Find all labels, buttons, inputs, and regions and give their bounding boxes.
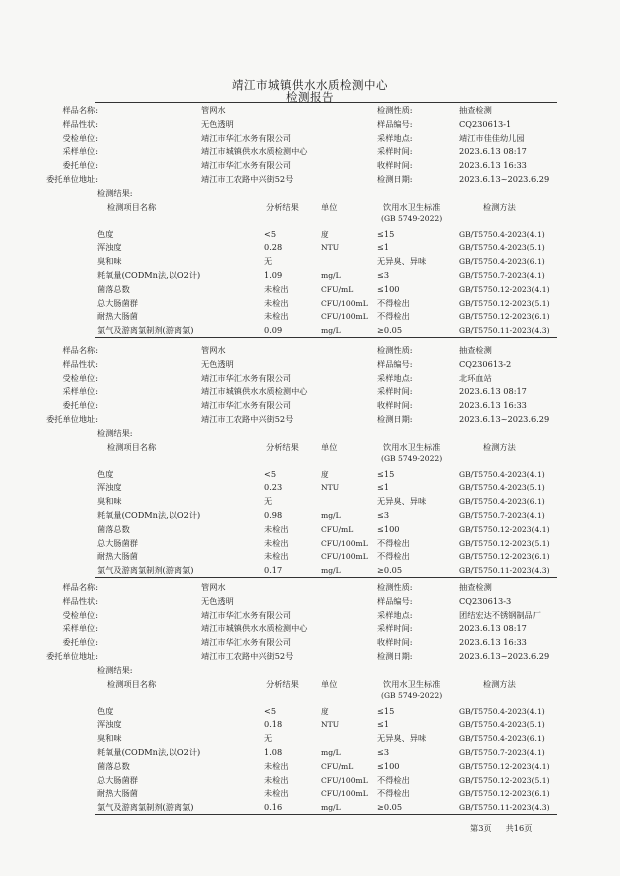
col-header-standard-code: (GB 5749-2022) [381, 213, 443, 223]
table-row [0, 564, 620, 577]
info-value: 抽查检测 [459, 345, 492, 355]
info-row [0, 622, 620, 635]
info-value: 2023.6.13 08:17 [459, 623, 527, 634]
col-header-method: 检测方法 [483, 201, 516, 212]
table-row [0, 774, 620, 787]
info-value: 靖江市华汇水务有限公司 [201, 609, 292, 620]
info-value: 抽查检测 [459, 105, 492, 115]
item-unit: NTU [321, 243, 340, 253]
info-label: 采样时间: [377, 146, 413, 157]
table-row [0, 297, 620, 310]
item-standard: 无异臭、异味 [377, 496, 427, 507]
item-name: 臭和味 [97, 256, 122, 267]
results-label: 检测结果: [97, 427, 133, 438]
info-label: 检测性质: [377, 345, 413, 355]
item-unit: CFU/100mL [321, 775, 368, 785]
item-standard: 无异臭、异味 [377, 733, 427, 744]
info-label: 采样地点: [377, 372, 413, 383]
item-unit: NTU [321, 720, 340, 730]
col-header-method: 检测方法 [483, 678, 516, 689]
info-value: 无色透明 [201, 358, 234, 369]
info-label: 检测日期: [377, 414, 413, 424]
info-value: 抽查检测 [459, 582, 492, 592]
results-label-row [0, 664, 620, 677]
table-row [0, 324, 620, 337]
item-name: 浑浊度 [97, 719, 122, 730]
item-standard: 不得检出 [377, 311, 410, 322]
item-name: 浑浊度 [97, 242, 122, 253]
item-standard: ≤3 [377, 270, 390, 280]
item-method: GB/T5750.12-2023(5.1) [459, 538, 550, 548]
item-standard: 不得检出 [377, 537, 410, 548]
info-value: 2023.6.13~2023.6.29 [459, 174, 550, 184]
item-name: 氯气及游离氯制剂(游离氯) [97, 565, 194, 576]
item-standard: ≤1 [377, 242, 390, 253]
info-label: 委托单位: [62, 400, 98, 411]
table-header-2 [0, 452, 620, 465]
item-unit: CFU/mL [321, 524, 354, 534]
info-row [0, 173, 620, 186]
item-name: 色度 [97, 468, 114, 479]
info-label: 采样时间: [377, 386, 413, 397]
item-standard: ≥0.05 [377, 802, 403, 813]
info-row [0, 581, 620, 594]
item-name: 氯气及游离氯制剂(游离氯) [97, 325, 194, 336]
info-value: 靖江市城镇供水水质检测中心 [201, 623, 308, 634]
item-standard: 不得检出 [377, 551, 410, 562]
item-name: 耗氧量(CODMn法,以O2计) [97, 270, 201, 280]
info-label: 样品编号: [377, 118, 413, 129]
col-header-item: 检测项目名称 [107, 441, 157, 452]
org-title: 靖江市城镇供水水质检测中心 [232, 78, 388, 92]
item-name: 臭和味 [97, 733, 122, 744]
col-header-standard: 饮用水卫生标准 [383, 201, 441, 212]
info-label: 样品性状: [62, 595, 98, 606]
item-method: GB/T5750.4-2023(4.1) [459, 229, 545, 239]
info-value: 靖江市工农路中兴街52号 [201, 414, 294, 424]
info-label: 采样时间: [377, 623, 413, 634]
info-label: 委托单位地址: [46, 174, 98, 184]
item-name: 总大肠菌群 [97, 537, 138, 548]
item-standard: 不得检出 [377, 774, 410, 785]
table-row [0, 732, 620, 745]
item-name: 耗氧量(CODMn法,以O2计) [97, 747, 201, 757]
item-name: 总大肠菌群 [97, 774, 138, 785]
item-method: GB/T5750.12-2023(6.1) [459, 789, 550, 799]
info-label: 委托单位地址: [46, 651, 98, 661]
item-result: 无 [264, 733, 273, 744]
col-header-standard-code: (GB 5749-2022) [381, 690, 443, 700]
info-label: 检测性质: [377, 582, 413, 592]
item-result: 0.98 [264, 510, 283, 520]
info-value: 靖江市华汇水务有限公司 [201, 372, 292, 383]
item-method: GB/T5750.12-2023(4.1) [459, 524, 550, 534]
info-value: 管网水 [201, 345, 226, 355]
item-method: GB/T5750.4-2023(5.1) [459, 720, 545, 730]
col-header-standard: 饮用水卫生标准 [383, 441, 441, 452]
info-value: 靖江市华汇水务有限公司 [201, 400, 292, 411]
item-result: 1.08 [264, 747, 283, 757]
item-result: <5 [264, 228, 277, 239]
item-method: GB/T5750.4-2023(6.1) [459, 734, 545, 744]
item-unit: CFU/100mL [321, 789, 368, 799]
item-method: GB/T5750.11-2023(4.3) [459, 803, 550, 813]
info-row [0, 344, 620, 357]
table-row [0, 718, 620, 731]
table-header-2 [0, 689, 620, 702]
item-method: GB/T5750.11-2023(4.3) [459, 326, 550, 336]
info-value: 靖江市华汇水务有限公司 [201, 637, 292, 648]
item-name: 耐热大肠菌 [97, 788, 138, 799]
results-label-row [0, 427, 620, 440]
info-value: 靖江市华汇水务有限公司 [201, 132, 292, 143]
info-value: 靖江市佳佳幼儿园 [459, 132, 525, 143]
item-method: GB/T5750.12-2023(4.1) [459, 284, 550, 294]
item-standard: ≤100 [377, 523, 400, 534]
table-row [0, 468, 620, 481]
top-rule [95, 102, 557, 103]
page-footer [470, 823, 546, 834]
item-method: GB/T5750.7-2023(4.1) [459, 511, 545, 520]
info-label: 样品编号: [377, 358, 413, 369]
info-row [0, 118, 620, 131]
table-row [0, 746, 620, 759]
item-method: GB/T5750.12-2023(6.1) [459, 312, 550, 322]
info-row [0, 132, 620, 145]
item-result: 0.09 [264, 325, 283, 336]
info-row [0, 413, 620, 426]
item-unit: mg/L [321, 566, 341, 576]
info-value: CQ230613-2 [459, 358, 512, 369]
info-value: 2023.6.13~2023.6.29 [459, 414, 550, 424]
info-label: 受检单位: [62, 372, 98, 383]
item-method: GB/T5750.7-2023(4.1) [459, 748, 545, 757]
info-row [0, 358, 620, 371]
table-row [0, 241, 620, 254]
item-method: GB/T5750.12-2023(4.1) [459, 761, 550, 771]
item-standard: ≥0.05 [377, 325, 403, 336]
info-label: 样品名称: [62, 345, 98, 355]
info-label: 检测日期: [377, 651, 413, 661]
item-standard: 无异臭、异味 [377, 256, 427, 267]
item-unit: NTU [321, 483, 340, 493]
table-row [0, 509, 620, 522]
table-row [0, 255, 620, 268]
info-label: 样品性状: [62, 118, 98, 129]
col-header-result: 分析结果 [266, 441, 299, 452]
item-result: 0.28 [264, 242, 283, 253]
info-label: 采样地点: [377, 609, 413, 620]
info-row [0, 595, 620, 608]
item-standard: ≤100 [377, 760, 400, 771]
item-name: 菌落总数 [97, 523, 130, 534]
item-standard: ≤3 [377, 747, 390, 757]
table-row [0, 705, 620, 718]
info-row [0, 159, 620, 172]
info-label: 收样时间: [377, 160, 413, 171]
item-result: <5 [264, 705, 277, 716]
item-name: 浑浊度 [97, 482, 122, 493]
col-header-result: 分析结果 [266, 678, 299, 689]
info-label: 受检单位: [62, 132, 98, 143]
item-unit: 度 [321, 229, 329, 239]
item-method: GB/T5750.4-2023(4.1) [459, 706, 545, 716]
table-header-2 [0, 212, 620, 225]
section-rule [95, 577, 557, 578]
item-method: GB/T5750.12-2023(5.1) [459, 775, 550, 785]
page-number: 第3页 [470, 823, 492, 833]
col-header-item: 检测项目名称 [107, 201, 157, 212]
table-row [0, 481, 620, 494]
info-label: 受检单位: [62, 609, 98, 620]
table-row [0, 537, 620, 550]
item-unit: CFU/100mL [321, 298, 368, 308]
item-unit: mg/L [321, 511, 341, 520]
item-result: 未检出 [264, 523, 289, 534]
info-label: 样品名称: [62, 582, 98, 592]
item-result: 无 [264, 256, 273, 267]
item-standard: ≤15 [377, 228, 395, 239]
info-value: 靖江市华汇水务有限公司 [201, 160, 292, 171]
info-label: 收样时间: [377, 400, 413, 411]
item-unit: 度 [321, 706, 329, 716]
info-label: 样品名称: [62, 105, 98, 115]
item-name: 臭和味 [97, 496, 122, 507]
info-row [0, 636, 620, 649]
info-value: 北环血站 [459, 372, 492, 383]
table-row [0, 495, 620, 508]
info-row [0, 385, 620, 398]
item-result: 0.23 [264, 482, 283, 493]
info-label: 样品性状: [62, 358, 98, 369]
item-standard: ≤3 [377, 510, 390, 520]
info-row [0, 399, 620, 412]
table-row [0, 801, 620, 814]
item-method: GB/T5750.7-2023(4.1) [459, 271, 545, 280]
table-row [0, 760, 620, 773]
item-result: 0.17 [264, 565, 283, 576]
item-standard: ≤1 [377, 482, 390, 493]
item-name: 色度 [97, 228, 114, 239]
info-label: 采样单位: [62, 623, 98, 634]
item-standard: 不得检出 [377, 297, 410, 308]
info-label: 检测性质: [377, 105, 413, 115]
info-value: 靖江市工农路中兴街52号 [201, 174, 294, 184]
report-title: 检测报告 [286, 90, 334, 104]
info-value: 2023.6.13 16:33 [459, 637, 527, 648]
item-standard: ≤15 [377, 468, 395, 479]
item-standard: ≥0.05 [377, 565, 403, 576]
item-result: 0.16 [264, 802, 283, 813]
item-result: <5 [264, 468, 277, 479]
info-value: CQ230613-3 [459, 595, 512, 606]
table-row [0, 523, 620, 536]
item-standard: ≤15 [377, 705, 395, 716]
info-value: 靖江市城镇供水水质检测中心 [201, 146, 308, 157]
info-row [0, 609, 620, 622]
col-header-method: 检测方法 [483, 441, 516, 452]
col-header-standard: 饮用水卫生标准 [383, 678, 441, 689]
page-total: 共16页 [505, 823, 533, 833]
item-unit: CFU/mL [321, 284, 354, 294]
col-header-unit: 单位 [321, 201, 338, 212]
item-method: GB/T5750.11-2023(4.3) [459, 566, 550, 576]
info-value: 2023.6.13 08:17 [459, 386, 527, 397]
col-header-result: 分析结果 [266, 201, 299, 212]
item-name: 总大肠菌群 [97, 297, 138, 308]
info-label: 采样单位: [62, 146, 98, 157]
results-label-row [0, 187, 620, 200]
col-header-unit: 单位 [321, 441, 338, 452]
table-row [0, 283, 620, 296]
item-result: 未检出 [264, 283, 289, 294]
item-unit: CFU/100mL [321, 538, 368, 548]
item-unit: mg/L [321, 271, 341, 280]
item-result: 未检出 [264, 788, 289, 799]
section-rule [95, 337, 557, 338]
item-method: GB/T5750.4-2023(4.1) [459, 469, 545, 479]
item-result: 0.18 [264, 719, 283, 730]
item-method: GB/T5750.12-2023(5.1) [459, 298, 550, 308]
info-value: 靖江市城镇供水水质检测中心 [201, 386, 308, 397]
col-header-unit: 单位 [321, 678, 338, 689]
item-unit: CFU/100mL [321, 312, 368, 322]
info-label: 委托单位: [62, 160, 98, 171]
info-label: 收样时间: [377, 637, 413, 648]
info-row [0, 650, 620, 663]
item-name: 色度 [97, 705, 114, 716]
info-value: 2023.6.13 08:17 [459, 146, 527, 157]
item-result: 未检出 [264, 551, 289, 562]
item-result: 未检出 [264, 774, 289, 785]
info-row [0, 145, 620, 158]
item-unit: CFU/mL [321, 761, 354, 771]
table-row [0, 550, 620, 563]
info-label: 采样单位: [62, 386, 98, 397]
table-row [0, 310, 620, 323]
results-label: 检测结果: [97, 664, 133, 675]
item-standard: ≤1 [377, 719, 390, 730]
item-result: 未检出 [264, 311, 289, 322]
info-value: 管网水 [201, 582, 226, 592]
item-name: 氯气及游离氯制剂(游离氯) [97, 802, 194, 813]
item-unit: 度 [321, 469, 329, 479]
item-name: 耐热大肠菌 [97, 311, 138, 322]
item-standard: ≤100 [377, 283, 400, 294]
item-result: 未检出 [264, 760, 289, 771]
col-header-item: 检测项目名称 [107, 678, 157, 689]
info-value: 团结宏达不锈钢制品厂 [459, 609, 541, 620]
item-result: 未检出 [264, 297, 289, 308]
info-value: CQ230613-1 [459, 118, 512, 129]
item-method: GB/T5750.4-2023(6.1) [459, 257, 545, 267]
info-value: 无色透明 [201, 118, 234, 129]
item-method: GB/T5750.4-2023(5.1) [459, 243, 545, 253]
item-standard: 不得检出 [377, 788, 410, 799]
info-label: 委托单位地址: [46, 414, 98, 424]
results-label: 检测结果: [97, 187, 133, 198]
info-value: 靖江市工农路中兴街52号 [201, 651, 294, 661]
info-label: 样品编号: [377, 595, 413, 606]
item-name: 耗氧量(CODMn法,以O2计) [97, 510, 201, 520]
item-result: 1.09 [264, 270, 283, 280]
info-value: 2023.6.13 16:33 [459, 160, 527, 171]
item-name: 菌落总数 [97, 283, 130, 294]
info-row [0, 104, 620, 117]
item-name: 菌落总数 [97, 760, 130, 771]
item-method: GB/T5750.12-2023(6.1) [459, 552, 550, 562]
item-method: GB/T5750.4-2023(5.1) [459, 483, 545, 493]
section-rule [95, 814, 557, 815]
item-method: GB/T5750.4-2023(6.1) [459, 497, 545, 507]
info-label: 委托单位: [62, 637, 98, 648]
info-value: 2023.6.13 16:33 [459, 400, 527, 411]
info-label: 检测日期: [377, 174, 413, 184]
info-label: 采样地点: [377, 132, 413, 143]
item-unit: mg/L [321, 748, 341, 757]
info-value: 无色透明 [201, 595, 234, 606]
item-unit: mg/L [321, 803, 341, 813]
col-header-standard-code: (GB 5749-2022) [381, 453, 443, 463]
item-unit: CFU/100mL [321, 552, 368, 562]
info-value: 管网水 [201, 105, 226, 115]
info-row [0, 372, 620, 385]
info-value: 2023.6.13~2023.6.29 [459, 651, 550, 661]
table-row [0, 228, 620, 241]
table-row [0, 787, 620, 800]
item-unit: mg/L [321, 326, 341, 336]
item-result: 无 [264, 496, 273, 507]
item-name: 耐热大肠菌 [97, 551, 138, 562]
item-result: 未检出 [264, 537, 289, 548]
table-row [0, 269, 620, 282]
